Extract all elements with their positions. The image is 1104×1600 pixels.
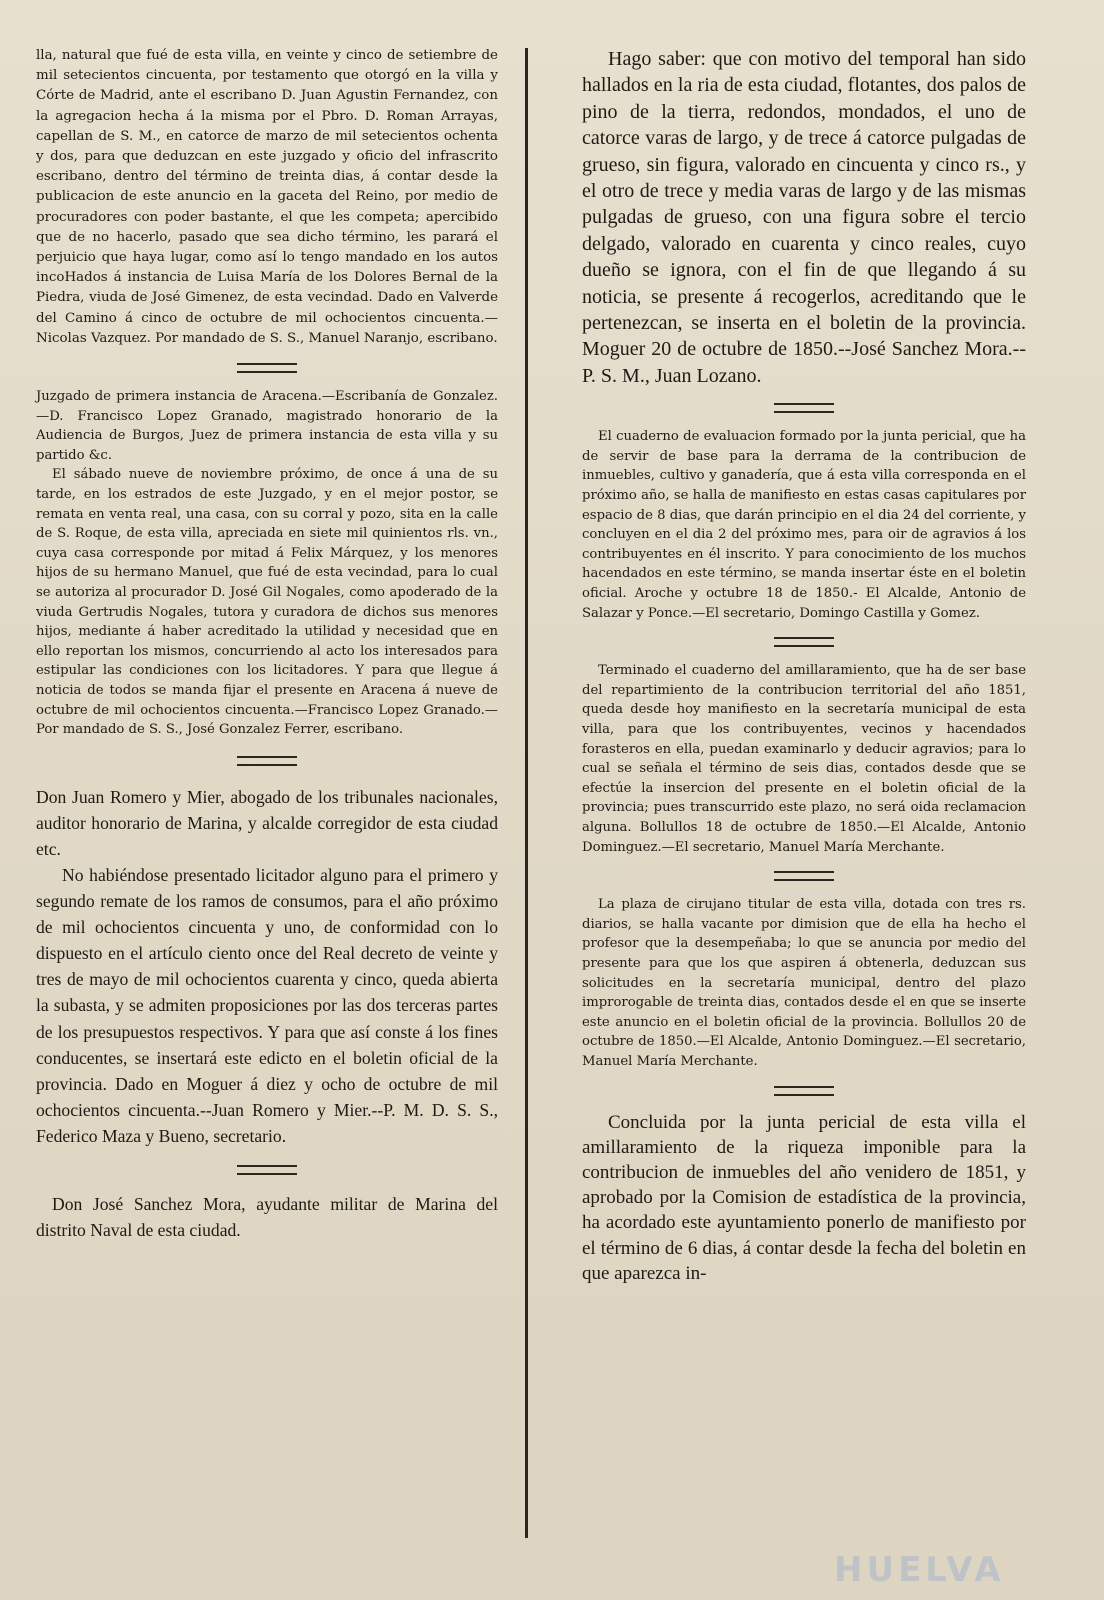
section-divider bbox=[774, 403, 834, 413]
notice-aracena-body: El sábado nueve de noviembre próximo, de once á una de su tarde, en los estrados de este Juzgado, y en el mejor postor, se remata en venta real, una casa, con su corral y pozo, sita en la calle de S. Roque, de esta villa, apreciada en siete mil quinientos rls. vn., cuya casa corresponde por mitad á Felix Márquez, y los menores hijos de su hermano Manuel, que fué de esta vecindad, para lo cual se autoriza al procurador D. José Gil Nogales, como apoderado de la viuda Gertrudis Nogales, tutora y curadora de dichos sus menores hijos, mediante á haber acreditado la utilidad y necesidad que en ello reportan los mismos, concurriendo al acto los interesados para estipular las condiciones con los licitadores. Y para que llegue á noticia de todos se manda fijar el presente en Aracena á nueve de octubre de mil ochocientos cincuenta.—Francisco Lopez Granado.—Por mandado de S. S., José Gonzalez Ferrer, escribano. bbox=[36, 467, 498, 738]
section-divider bbox=[774, 1086, 834, 1096]
notice-aracena-header: Juzgado de primera instancia de Aracena.—Escribanía de Gonzalez.—D. Francisco Lopez Granado, magistrado honorario de la Audiencia de Burgos, Juez de primera instancia de esta villa y su partido &c. bbox=[36, 389, 498, 463]
notice-sanchez-mora-header: Don José Sanchez Mora, ayudante militar de Marina del distrito Naval de esta ciudad. bbox=[36, 1194, 498, 1241]
section-divider bbox=[237, 756, 297, 766]
notice-hago-saber: Hago saber: que con motivo del temporal han sido hallados en la ria de esta ciudad, flotantes, dos palos de pino de la tierra, redondos, mondados, el uno de catorce varas de largo, y de trece á catorce pulgadas de grueso, sin figura, valorado en cincuenta y cinco rs., y el otro de trece y media varas de largo y de las mismas pulgadas de grueso, con una figura sobre el tercio delgado, valorado en cuarenta y cinco reales, cuyo dueño se ignora, con el fin de que llegando á su noticia, se presente á recogerlos, acreditando que le pertenezcan, se inserta en el boletin de la provincia. Moguer 20 de octubre de 1850.--José Sanchez Mora.--P. S. M., Juan Lozano. bbox=[582, 48, 1026, 387]
section-divider bbox=[774, 871, 834, 881]
notice-moguer-body: No habiéndose presentado licitador alguno para el primero y segundo remate de los ramos de consumos, para el año próximo de mil ochocientos cincuenta y uno, de conformidad con lo dispuesto en el artículo ciento once del Real decreto de veinte y tres de mayo de mil ochocientos cuarenta y cinco, queda abierta la subasta, y se admiten proposiciones por las dos terceras partes de los presupuestos respectivos. Y para que así conste á los fines conducentes, se insertará este edicto en el boletin oficial de la provincia. Dado en Moguer á diez y ocho de octubre de mil ochocientos cincuenta.--Juan Romero y Mier.--P. M. D. S. S., Federico Maza y Bueno, secretario. bbox=[36, 865, 498, 1146]
left-column bbox=[36, 46, 498, 1243]
notice-bollullos-cirujano: La plaza de cirujano titular de esta villa, dotada con tres rs. diarios, se halla vacante por dimision que de ella ha hecho el profesor que la desempeñaba; lo que se anuncia por medio del presente para que los que aspiren á obtenerla, deduzcan sus solicitudes en la secretaría municipal, dentro del plazo improrogable de treinta dias, contados desde el en que se inserte este anuncio en el boletin oficial de la provincia. Bollullos 20 de octubre de 1850.—El Alcalde, Antonio Dominguez.—El secretario, Manuel María Merchante. bbox=[582, 897, 1026, 1069]
section-divider bbox=[774, 637, 834, 647]
notice-bollullos-amillaramiento: Terminado el cuaderno del amillaramiento, que ha de ser base del repartimiento de la contribucion territorial del año 1851, queda desde hoy manifiesto en la secretaría municipal de esta villa, para que los contribuyentes, vecinos y hacendados forasteros en ella, puedan examinarlo y deducir agravios; para lo cual se señala el término de seis dias, contados desde que se efectúe la insercion del presente en el boletin oficial de la provincia; pues transcurrido este plazo, no será oida reclamacion alguna. Bollullos 18 de octubre de 1850.—El Alcalde, Antonio Dominguez.—El secretario, Manuel María Merchante. bbox=[582, 663, 1026, 855]
section-divider bbox=[237, 363, 297, 373]
notice-moguer-header: Don Juan Romero y Mier, abogado de los tribunales nacionales, auditor honorario de Marina, y alcalde corregidor de esta ciudad etc. bbox=[36, 786, 498, 859]
library-watermark: HUELVA bbox=[834, 1550, 1005, 1590]
notice-valverde: lla, natural que fué de esta villa, en veinte y cinco de setiembre de mil setecientos cincuenta, por testamento que otorgó en la villa y Córte de Madrid, ante el escribano D. Juan Agustin Fernandez, con la agregacion hecha á la misma por el Pbro. D. Roman Arrayas, capellan de S. M., en catorce de marzo de mil setecientos ochenta y dos, para que deduzcan en este juzgado y oficio del infrascrito escribano, dentro del término de treinta dias, á contar desde la publicacion de este anuncio en la gaceta del Reino, por medio de procuradores con poder bastante, el que les competa; apercibido que de no hacerlo, pasado que sea dicho término, les parará el perjuicio que haya lugar, como así lo tengo mandado en los autos incoHados á instancia de Luisa María de los Dolores Bernal de la Piedra, viuda de José Gimenez, de esta vecindad. Dado en Valverde del Camino á cinco de octubre de mil ochocientos cincuenta.—Nicolas Vazquez. Por mandado de S. S., Manuel Naranjo, escribano. bbox=[36, 48, 498, 346]
notice-aroche: El cuaderno de evaluacion formado por la junta pericial, que ha de servir de base para la derrama de la contribucion de inmuebles, cultivo y ganadería, que á esta villa corresponda en el próximo año, se halla de manifiesto en estas casas capitulares por espacio de 8 dias, que darán principio en el dia 24 del corriente, y concluyen en el dia 2 del próximo mes, para oir de agravios á los contribuyentes en él inscrito. Y para conocimiento de los muchos hacendados en este término, se manda insertar éste en el boletin oficial. Aroche y octubre 18 de 1850.- El Alcalde, Antonio de Salazar y Ponce.—El secretario, Domingo Castilla y Gomez. bbox=[582, 429, 1026, 621]
notice-junta-pericial: Concluida por la junta pericial de esta villa el amillaramiento de la riqueza imponible para la contribucion de inmuebles del año venidero de 1851, y aprobado por la Comision de estadística de la provincia, ha acordado este ayuntamiento ponerlo de manifiesto por el término de 6 dias, á contar desde la fecha del boletin en que aparezca in- bbox=[582, 1111, 1026, 1284]
column-divider bbox=[525, 48, 528, 1538]
right-column bbox=[582, 46, 1026, 1286]
section-divider bbox=[237, 1165, 297, 1175]
